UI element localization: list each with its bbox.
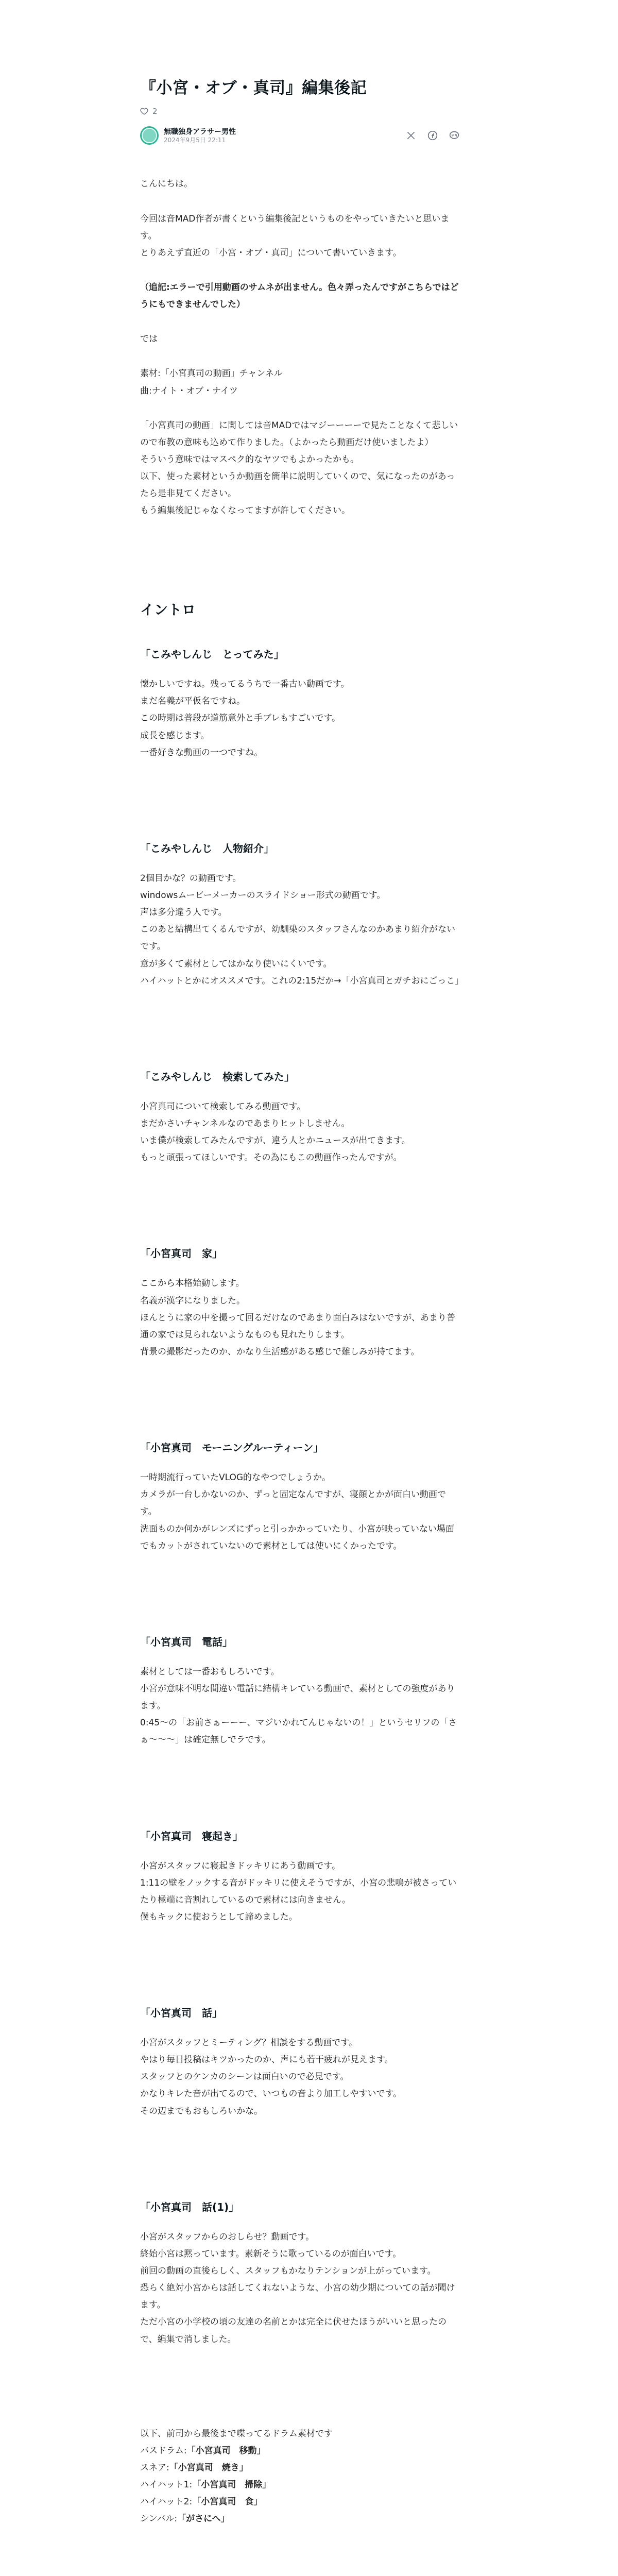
section-line: 0:45〜の「お前さぁーーー、マジいかれてんじゃないの！」というセリフの「さぁ〜〜〜」は確定無しでラです。 bbox=[140, 1718, 457, 1745]
intro-paragraph: 今回は音MAD作者が書くという編集後記というものをやっていきたいと思います。 とりあえず直近の「小宮・オブ・真司」について書いていきます。 bbox=[140, 213, 450, 258]
section-line: 意が多くて素材としてはかなり使いにくいです。 bbox=[140, 958, 332, 969]
drum-label: シンバル: bbox=[140, 2514, 178, 2524]
like-row bbox=[140, 107, 459, 116]
video-section bbox=[140, 1826, 459, 1926]
section-line: いま僕が検索してみたんですが、違う人とかニュースが出てきます。 bbox=[140, 1136, 410, 1146]
section-line: 終始小宮は黙っています。素新そうに歌っているのが面白いです。 bbox=[140, 2248, 402, 2259]
section-line: この時期は普段が道筋意外と手ブレもすごいです。 bbox=[140, 713, 340, 724]
drums-intro: 以下、前司から最後まで喋ってるドラム素材です bbox=[140, 2428, 333, 2439]
drum-label: ハイハット1: bbox=[140, 2480, 193, 2490]
section-heading: 「小宮真司 寝起き」 bbox=[140, 1829, 243, 1842]
drum-value: 「小宮真司 移動」 bbox=[186, 2445, 266, 2456]
drum-label: ハイハット2: bbox=[140, 2497, 193, 2507]
section-line: かなりキレた音が出てるので、いつもの音より加工しやすいです。 bbox=[140, 2089, 402, 2099]
section-line: 僕もキックに使おうとして諦めました。 bbox=[140, 1911, 298, 1922]
section-line: 小宮がスタッフからのおしらせ？動画です。 bbox=[140, 2231, 315, 2242]
section-line: 素材としては一番おもしろいです。 bbox=[140, 1666, 280, 1677]
video-section bbox=[140, 645, 459, 761]
section-heading: 「小宮真司 話」 bbox=[140, 2007, 222, 2020]
intro-paragraph: では bbox=[140, 334, 158, 345]
section-line: やはり毎日投稿はキツかったのか、声にも若干疲れが見えます。 bbox=[140, 2055, 393, 2065]
drum-value: 「小宮真司 掃除」 bbox=[192, 2480, 271, 2490]
video-section bbox=[140, 839, 464, 990]
section-line: 小宮がスタッフとミーティング？相談をする動画です。 bbox=[140, 2038, 357, 2048]
drum-item bbox=[140, 2477, 459, 2494]
drums-section bbox=[140, 2426, 459, 2528]
section-line: まだ名義が平仮名ですね。 bbox=[140, 696, 245, 707]
drum-value: 「がさにへ」 bbox=[177, 2514, 230, 2524]
drum-label: スネア: bbox=[140, 2463, 169, 2473]
section-line: ほんとうに家の中を撮って回るだけなのであまり面白みはないですが、あまり普通の家では見られないようなものも見れたりします。 bbox=[140, 1312, 455, 1340]
author-row bbox=[140, 126, 459, 145]
drum-label: バスドラム: bbox=[140, 2445, 187, 2456]
video-section bbox=[140, 2003, 459, 2120]
section-line: 1:11の壁をノックする音がドッキリに使えそうですが、小宮の悲鳴が被さっていたり極端に音割れしているので素材には向きません。 bbox=[140, 1877, 457, 1905]
video-section bbox=[140, 1438, 459, 1555]
video-section bbox=[140, 1244, 459, 1361]
section-line: もっと頑張ってほしいです。その為にもこの動画作ったんですが。 bbox=[140, 1153, 402, 1163]
drum-item bbox=[140, 2460, 459, 2477]
section-line: 名義が漢字になりました。 bbox=[140, 1295, 245, 1306]
section-line: カメラが一台しかないのか、ずっと固定なんですが、寝顔とかが面白い動画です。 bbox=[140, 1489, 446, 1517]
video-section bbox=[140, 2197, 459, 2348]
article bbox=[140, 0, 464, 2576]
section-heading: 「こみやしんじ 人物紹介」 bbox=[140, 842, 274, 855]
drum-value: 「小宮真司 焼き」 bbox=[169, 2463, 248, 2473]
section-line: windowsムービーメーカーのスライドショー形式の動画です。 bbox=[140, 890, 386, 901]
section-heading: 「小宮真司 モーニングルーティーン」 bbox=[140, 1442, 324, 1454]
intro-paragraph: こんにちは。 bbox=[140, 179, 193, 190]
facebook-share-icon[interactable] bbox=[427, 130, 438, 141]
article-title: 『小宮・オブ・真司』編集後記 bbox=[140, 79, 367, 97]
publish-date: 2024年9月5日 22:11 bbox=[164, 136, 226, 144]
section-line: まだかさいチャンネルなのであまりヒットしません。 bbox=[140, 1118, 350, 1129]
section-line: 前回の動画の直後らしく、スタッフもかなりテンションが上がっています。 bbox=[140, 2266, 436, 2277]
section-heading: 「こみやしんじ 検索してみた」 bbox=[140, 1070, 295, 1083]
drum-item bbox=[140, 2443, 459, 2460]
x-share-icon[interactable] bbox=[406, 130, 416, 141]
drum-value: 「小宮真司 食」 bbox=[192, 2497, 263, 2507]
section-line: 小宮真司について検索してみる動画です。 bbox=[140, 1101, 306, 1112]
line-share-icon[interactable] bbox=[449, 130, 459, 141]
share-icons bbox=[406, 130, 459, 141]
section-line: 2個目かな？の動画です。 bbox=[140, 873, 242, 884]
section-line: 小宮が意味不明な間違い電話に結構キレている動画で、素材としての強度があります。 bbox=[140, 1683, 455, 1711]
section-line: スタッフとのケンカのシーンは面白いので必見です。 bbox=[140, 2072, 349, 2082]
intro-paragraph: 「小宮真司の動画」に関しては音MADではマジーーーーで見たことなくて悲しいので布教の意味も込めて作りました。（よかったら動画だけ使いましたよ） そういう意味ではマスペク的なヤツでもよかったかも。 以下、使った素材というか動画を簡単に説明していくので、気になったのがあったら是非見てください。 もう編集後記じゃなくなってますが許してください。 bbox=[140, 420, 458, 516]
section-line: 一時期流行っていたVLOG的なやつでしょうか。 bbox=[140, 1472, 331, 1483]
avatar[interactable] bbox=[140, 126, 159, 145]
section-line: その辺までもおもしろいかな。 bbox=[140, 2106, 263, 2116]
video-section bbox=[140, 1067, 459, 1167]
section-line: 声は多分違う人です。 bbox=[140, 907, 227, 918]
section-line: 懐かしいですね。残ってるうちで一番古い動画です。 bbox=[140, 679, 350, 690]
note-paragraph: （追記:エラーで引用動画のサムネが出ません。色々弄ったんですがこちらではどうにもできませんでした） bbox=[140, 282, 459, 310]
section-line: 一番好きな動画の一つですね。 bbox=[140, 747, 263, 758]
section-line: 恐らく絶対小宮からは話してくれないような、小宮の幼少期についての話が聞けます。 bbox=[140, 2283, 455, 2311]
section-heading: 「小宮真司 家」 bbox=[140, 1247, 222, 1260]
author-name[interactable]: 無職独身アラサー男性 bbox=[164, 127, 236, 136]
section-line: このあと結構出てくるんですが、幼馴染のスタッフさんなのかあまり紹介がないです。 bbox=[140, 924, 455, 952]
author-info[interactable] bbox=[140, 126, 236, 145]
intro-heading: イントロ bbox=[140, 602, 196, 618]
section-heading: 「小宮真司 電話」 bbox=[140, 1635, 233, 1648]
heart-icon[interactable] bbox=[140, 107, 148, 115]
section-heading: 「こみやしんじ とってみた」 bbox=[140, 648, 284, 661]
section-line: ここから本格始動します。 bbox=[140, 1278, 245, 1289]
video-section bbox=[140, 1632, 459, 1749]
section-line: 背景の撮影だったのか、かなり生活感がある感じで難しみが持てます。 bbox=[140, 1346, 420, 1357]
section-heading: 「小宮真司 話(1)」 bbox=[140, 2200, 239, 2213]
intro-paragraph: 素材:「小宮真司の動画」チャンネル 曲:ナイト・オブ・ナイツ bbox=[140, 368, 283, 396]
drum-item bbox=[140, 2511, 459, 2528]
section-line: 洗面ものか何かがレンズにずっと引っかかっていたり、小宮が映っていない場面でもカットがされていないので素材としては使いにくかったです。 bbox=[140, 1523, 455, 1551]
section-line: ハイハットとかにオススメです。これの2:15だか→「小宮真司とガチおにごっこ」 bbox=[140, 975, 464, 986]
section-line: ただ小宮の小学校の頃の友達の名前とかは完全に伏せたほうがいいと思ったので、編集で消しました。 bbox=[140, 2317, 447, 2345]
section-line: 成長を感じます。 bbox=[140, 730, 210, 741]
section-line: 小宮がスタッフに寝起きドッキリにあう動画です。 bbox=[140, 1860, 340, 1871]
like-count: 2 bbox=[152, 107, 158, 116]
drum-item bbox=[140, 2494, 459, 2511]
article-body bbox=[140, 176, 464, 2576]
